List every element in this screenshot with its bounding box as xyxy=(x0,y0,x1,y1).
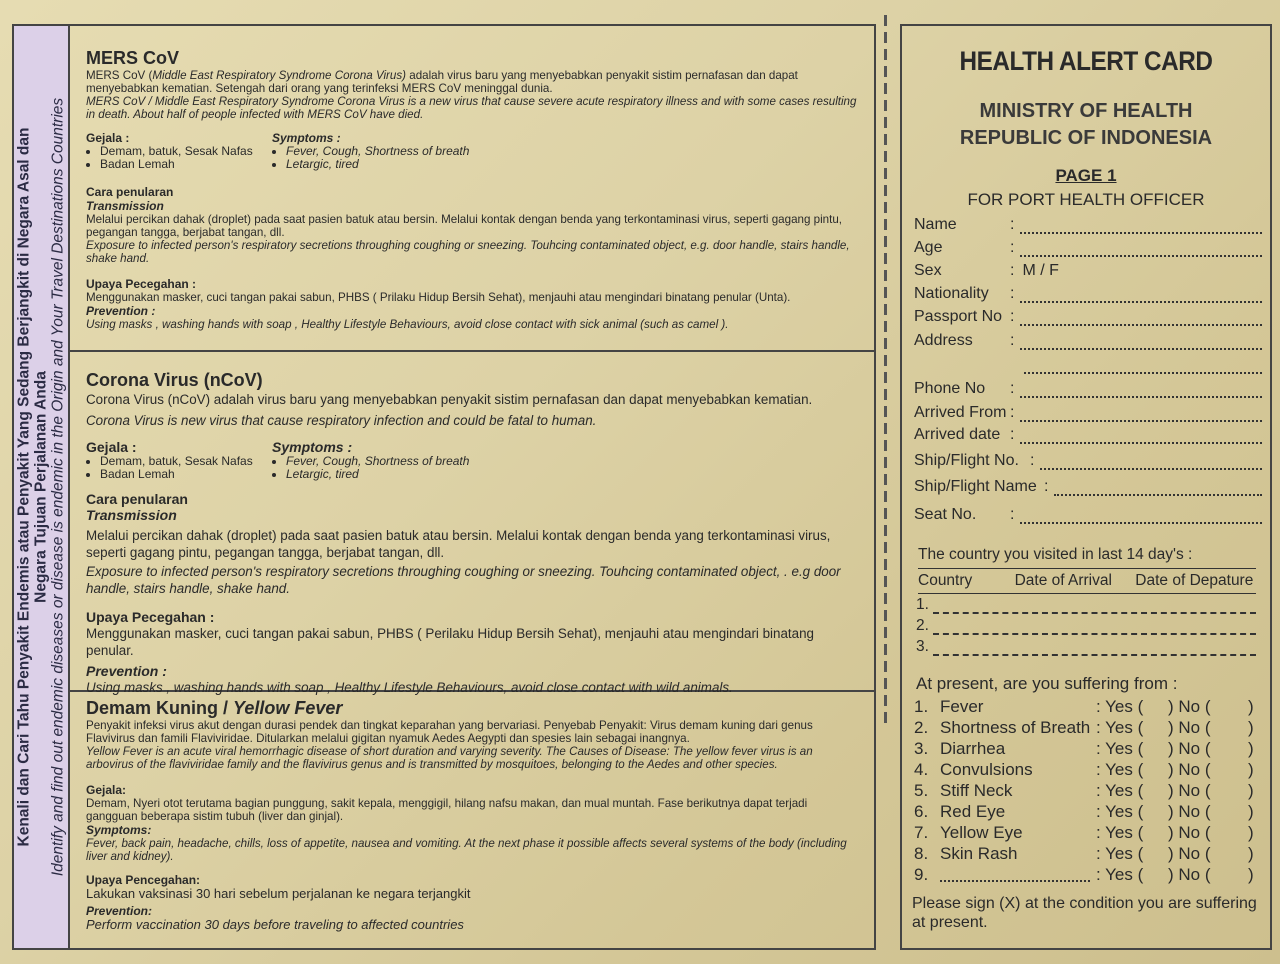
binding-hole xyxy=(884,627,887,638)
binding-hole xyxy=(884,202,887,213)
binding-hole xyxy=(884,185,887,196)
visited-table-header xyxy=(918,568,1256,594)
mers-section xyxy=(70,26,874,352)
yf-symptoms-text: Fever, back pain, headache, chills, loss of appetite, nausea and vomiting. At the next phase it possible affects several systems of the body (including liver and kidney). xyxy=(86,837,847,863)
binding-hole xyxy=(884,270,887,281)
ncov-cara-label: Cara penularan xyxy=(86,491,188,507)
symptom-name: Stiff Neck xyxy=(940,780,1013,800)
ncov-gejala-label: Gejala : xyxy=(86,439,137,455)
yellow-fever-section xyxy=(70,692,874,948)
no-checkbox[interactable]: ) No ( xyxy=(1168,717,1211,737)
visited-row[interactable]: 3. xyxy=(916,638,1256,656)
visited-label: The country you visited in last 14 day's : xyxy=(918,546,1193,563)
field-label: Age xyxy=(914,239,943,256)
yes-checkbox[interactable]: : Yes ( xyxy=(1096,759,1144,779)
symptom-row[interactable] xyxy=(914,864,1256,885)
yf-gejala-text: Demam, Nyeri otot terutama bagian punggung, sakit kepala, menggigil, hilang nafsu makan, dan mual muntah. Fase berikutnya dapat terjadi gangguan beberapa sistim tubuh (liver dan ginjal). xyxy=(86,797,808,823)
ncov-prev-label: Prevention : xyxy=(86,663,167,679)
symptom-name: Convulsions xyxy=(940,759,1033,779)
ncov-trans-text: Exposure to infected person's respiratory secretions throughing coughing or sneezing. Touhcing contaminated object, . e.g door handle, stairs handle, shake hand. xyxy=(86,564,841,596)
ministry-heading xyxy=(902,98,1270,152)
mers-cara-text: Melalui percikan dahak (droplet) pada saat pasien batuk atau bersin. Melalui kontak dengan benda yang terkontaminasi virus, seperti gagang pintu, pegangan tangga, berjabat tangan, dll. xyxy=(86,213,842,239)
ncov-title: Corona Virus (nCoV) xyxy=(86,370,263,390)
mers-gejala-label: Gejala : xyxy=(86,131,130,145)
field-label: Arrived date xyxy=(914,426,1001,443)
binding-hole xyxy=(884,423,887,434)
yf-en-desc: Yellow Fever is an acute viral hemorrhagic disease of short duration and varying severity. The Causes of Disease: The yellow fever virus is an arbovirus of the flaviviridae family and the flavivirus genus and is transmitted by mosquitoes, belonging to the Aedes and other species. xyxy=(86,745,813,771)
symptom-row[interactable] xyxy=(914,717,1256,738)
no-checkbox[interactable]: ) No ( xyxy=(1168,864,1211,884)
binding-hole xyxy=(884,542,887,553)
binding-hole xyxy=(884,253,887,264)
symptom-row[interactable] xyxy=(914,843,1256,864)
field-label: Passport No xyxy=(914,308,1003,325)
mers-prev-label: Prevention : xyxy=(86,304,156,318)
nationality-field[interactable]: Nationality : xyxy=(914,283,1262,303)
health-alert-form xyxy=(900,24,1272,950)
yes-checkbox[interactable]: : Yes ( xyxy=(1096,780,1144,800)
binding-hole xyxy=(884,610,887,621)
binding-hole xyxy=(884,15,887,26)
ncov-trans-label: Transmission xyxy=(86,507,177,523)
symptom-row[interactable] xyxy=(914,801,1256,822)
ncov-symptoms xyxy=(86,439,858,481)
close-paren: ) xyxy=(1248,717,1254,737)
binding-hole xyxy=(884,338,887,349)
col-header: Country xyxy=(918,572,973,589)
yes-checkbox[interactable]: : Yes ( xyxy=(1096,822,1144,842)
yf-symptoms-label: Symptoms: xyxy=(86,823,152,837)
symptom-number: 2. xyxy=(914,717,929,737)
symptom-row[interactable] xyxy=(914,780,1256,801)
yf-prev-text: Perform vaccination 30 days before traveling to affected countries xyxy=(86,917,464,932)
binding-hole xyxy=(884,287,887,298)
symptom-name: Fever xyxy=(940,696,984,716)
symptom-row[interactable] xyxy=(914,738,1256,759)
visited-row[interactable]: 2. xyxy=(916,617,1256,635)
binding-hole xyxy=(884,440,887,451)
list-item: • Demam, batuk, Sesak Nafas xyxy=(100,145,272,158)
field-label: Sex xyxy=(914,262,942,279)
close-paren: ) xyxy=(1248,696,1254,716)
binding-hole xyxy=(884,644,887,655)
for-officer-label: FOR PORT HEALTH OFFICER xyxy=(967,190,1205,209)
ncov-prev-text: Using masks , washing hands with soap , Healthy Lifestyle Behaviours, avoid close contact with wild animals. xyxy=(86,680,733,695)
mers-symptoms-label: Symptoms : xyxy=(272,131,341,145)
yes-checkbox[interactable]: : Yes ( xyxy=(1096,843,1144,863)
field-label: Phone No xyxy=(914,380,986,397)
binding-hole xyxy=(884,100,887,111)
mers-upaya-text: Menggunakan masker, cuci tangan pakai sabun, PHBS ( Prilaku Hidup Bersih Sehat), menjauhi atau mengindari binatang penular (Unta). xyxy=(86,291,791,304)
binding-hole xyxy=(884,83,887,94)
binding-hole xyxy=(884,321,887,332)
arrived-date-field[interactable]: Arrived date : xyxy=(914,424,1262,444)
symptom-name: Diarrhea xyxy=(940,738,1006,758)
list-item: • Fever, Cough, Shortness of breath xyxy=(286,145,858,158)
close-paren: ) xyxy=(1248,780,1254,800)
mers-prev-text: Using masks , washing hands with soap , Healthy Lifestyle Behaviours, avoid close contact with sick animal (such as camel ). xyxy=(86,318,729,331)
yes-checkbox[interactable]: : Yes ( xyxy=(1096,738,1144,758)
binding-hole xyxy=(884,491,887,502)
mers-trans-text: Exposure to infected person's respiratory secretions throughing coughing or sneezing. Touhcing contaminated object, e.g. door handle, stairs handle, shake hand. xyxy=(86,239,850,265)
ncov-upaya-text: Menggunakan masker, cuci tangan pakai sabun, PHBS ( Perilaku Hidup Bersih Sehat), menjauhi atau mengindari binatang penular. xyxy=(86,626,814,658)
yf-id-desc: Penyakit infeksi virus akut dengan durasi pendek dan tingkat keparahan yang bervariasi. Penyebab Penyakit: Virus demam kuning dari genus Flavivirus dan famili Flaviviridae. Ditularkan melalui gigitan nyamuk Aedes Aegypti dan spesies lain sebagai inangnya. xyxy=(86,719,813,745)
ncov-symptoms-list xyxy=(272,455,858,481)
no-checkbox[interactable]: ) No ( xyxy=(1168,801,1211,821)
binding-hole xyxy=(884,474,887,485)
yf-prev-label: Prevention: xyxy=(86,904,153,918)
close-paren: ) xyxy=(1248,738,1254,758)
seat-field[interactable]: Seat No. : xyxy=(914,504,1262,524)
binding-hole xyxy=(884,508,887,519)
sidebar-line-1: Kenali dan Cari Tahu Penyakit Endemis atau Penyakit Yang Sedang Berjangkit di Negara Asal dan xyxy=(15,127,33,847)
ncov-section xyxy=(70,352,874,695)
binding-hole xyxy=(884,457,887,468)
ncov-upaya-label: Upaya Pecegahan : xyxy=(86,609,215,625)
binding-hole xyxy=(884,559,887,570)
mers-id-desc: MERS CoV (Middle East Respiratory Syndrome Corona Virus) adalah virus baru yang menyebabkan penyakit sistim pernafasan dan dapat menyebabkan kematian. Setengah dari orang yang terinfeksi MERS CoV meninggal dunia. xyxy=(86,69,798,95)
binding-hole xyxy=(884,168,887,179)
close-paren: ) xyxy=(1248,843,1254,863)
ncov-en-desc: Corona Virus is new virus that cause respiratory infection and could be fatal to human. xyxy=(86,413,597,428)
yes-checkbox[interactable]: : Yes ( xyxy=(1096,717,1144,737)
binding-hole xyxy=(884,49,887,60)
arrived-from-field[interactable]: Arrived From : xyxy=(914,402,1262,422)
symptom-name: Yellow Eye xyxy=(940,822,1023,842)
no-checkbox[interactable]: ) No ( xyxy=(1168,843,1211,863)
binding-hole xyxy=(884,661,887,672)
symptom-number: 3. xyxy=(914,738,929,758)
symptom-other-blank[interactable] xyxy=(940,868,1090,882)
sign-instruction: Please sign (X) at the condition you are suffering at present. xyxy=(912,895,1257,931)
ncov-gejala-list xyxy=(86,455,272,481)
symptom-number: 6. xyxy=(914,801,929,821)
binding-hole xyxy=(884,219,887,230)
no-checkbox[interactable]: ) No ( xyxy=(1168,780,1211,800)
ncov-cara-text: Melalui percikan dahak (droplet) pada saat pasien batuk atau bersin. Melalui kontak dengan benda yang terkontaminasi virus, seperti gagang pintu, pegangan tangga, berjabat tangan, dll. xyxy=(86,528,831,560)
symptom-row[interactable] xyxy=(914,696,1256,717)
close-paren: ) xyxy=(1248,864,1254,884)
address-field-line-2[interactable] xyxy=(1018,354,1262,374)
yes-checkbox[interactable]: : Yes ( xyxy=(1096,801,1144,821)
yf-title: Demam Kuning / Yellow Fever xyxy=(86,698,343,718)
mers-trans-label: Transmission xyxy=(86,199,164,213)
binding-hole xyxy=(884,372,887,383)
binding-hole xyxy=(884,304,887,315)
address-field[interactable]: Address : xyxy=(914,330,1262,350)
field-label: Name xyxy=(914,216,957,233)
mers-gejala-list xyxy=(86,145,272,171)
col-header: Date of Arrival xyxy=(1014,572,1112,589)
list-item: • Demam, batuk, Sesak Nafas xyxy=(100,455,272,468)
card-title: HEALTH ALERT CARD xyxy=(959,46,1213,76)
binding-hole xyxy=(884,695,887,706)
binding-hole xyxy=(884,66,887,77)
symptom-row[interactable] xyxy=(914,759,1256,780)
symptom-number: 1. xyxy=(914,696,929,716)
col-header: Date of Depature xyxy=(1135,572,1254,589)
binding-hole xyxy=(884,576,887,587)
list-item: • Letargic, tired xyxy=(286,158,858,171)
passport-field[interactable]: Passport No : xyxy=(914,306,1262,326)
binding-hole xyxy=(884,678,887,689)
symptom-name: Red Eye xyxy=(940,801,1006,821)
sex-options: M / F xyxy=(1022,262,1059,279)
symptom-number: 8. xyxy=(914,843,929,863)
yf-gejala-label: Gejala: xyxy=(86,783,127,797)
close-paren: ) xyxy=(1248,759,1254,779)
age-field[interactable]: Age : xyxy=(914,237,1262,257)
vertical-sidebar xyxy=(14,26,70,948)
binding-hole xyxy=(884,406,887,417)
binding-hole xyxy=(884,236,887,247)
ministry-line-2: REPUBLIC OF INDONESIA xyxy=(959,127,1213,149)
yes-checkbox[interactable]: : Yes ( xyxy=(1096,696,1144,716)
list-item: • Letargic, tired xyxy=(286,468,858,481)
yf-upaya-text: Lakukan vaksinasi 30 hari sebelum perjalanan ke negara terjangkit xyxy=(86,886,471,901)
phone-field[interactable]: Phone No : xyxy=(914,378,1262,398)
name-field[interactable]: Name : xyxy=(914,214,1262,234)
sidebar-text xyxy=(16,37,67,937)
list-item: • Fever, Cough, Shortness of breath xyxy=(286,455,858,468)
no-checkbox[interactable]: ) No ( xyxy=(1168,822,1211,842)
binding-hole xyxy=(884,355,887,366)
symptom-name: Shortness of Breath xyxy=(940,717,1091,737)
field-label: Address xyxy=(914,332,973,349)
yf-upaya-label: Upaya Pencegahan: xyxy=(86,873,201,887)
field-label: Seat No. xyxy=(914,506,977,523)
field-label: Arrived From xyxy=(914,404,1007,421)
field-label: Ship/Flight Name xyxy=(914,478,1037,495)
close-paren: ) xyxy=(1248,801,1254,821)
ministry-line-1: MINISTRY OF HEALTH xyxy=(979,100,1193,122)
mers-cara-label: Cara penularan xyxy=(86,185,174,199)
binding-hole xyxy=(884,32,887,43)
page-label: PAGE 1 xyxy=(1055,166,1117,185)
symptom-row[interactable] xyxy=(914,822,1256,843)
sidebar-line-3: Identify and find out endemic diseases or disease is endemic in the Origin and Your Travel Destinations Countries xyxy=(49,97,67,877)
sidebar-line-2: Negara Tujuan Perjalanan Anda xyxy=(32,371,50,603)
close-paren: ) xyxy=(1248,822,1254,842)
list-item: • Badan Lemah xyxy=(100,468,272,481)
binding-hole xyxy=(884,151,887,162)
no-checkbox[interactable]: ) No ( xyxy=(1168,696,1211,716)
binding-hole xyxy=(884,134,887,145)
visited-row[interactable]: 1. xyxy=(916,596,1256,614)
field-label: Ship/Flight No. xyxy=(914,452,1019,469)
no-checkbox[interactable]: ) No ( xyxy=(1168,738,1211,758)
field-label: Nationality xyxy=(914,285,989,302)
binding-hole xyxy=(884,525,887,536)
list-item: • Badan Lemah xyxy=(100,158,272,171)
symptom-number: 5. xyxy=(914,780,929,800)
ncov-id-desc: Corona Virus (nCoV) adalah virus baru yang menyebabkan penyakit sistim pernafasan dan dapat menyebabkan kematian. xyxy=(86,392,813,407)
symptom-name: Skin Rash xyxy=(940,843,1018,863)
symptom-number: 7. xyxy=(914,822,929,842)
yes-checkbox[interactable]: : Yes ( xyxy=(1096,864,1144,884)
mers-en-desc: MERS CoV / Middle East Respiratory Syndrome Corona Virus is a new virus that cause severe acute respiratory illness and with some cases resulting in death. About half of people infected with MERS CoV have died. xyxy=(86,95,857,121)
symptom-number: 9. xyxy=(914,864,929,884)
mers-symptoms xyxy=(86,131,858,171)
symptom-number: 4. xyxy=(914,759,929,779)
mers-title: MERS CoV xyxy=(86,48,180,68)
mers-symptoms-list xyxy=(272,145,858,171)
disease-info-panel xyxy=(12,24,876,950)
present-question: At present, are you suffering from : xyxy=(916,674,1178,693)
binding-hole xyxy=(884,389,887,400)
binding-hole xyxy=(884,712,887,723)
binding-hole xyxy=(884,593,887,604)
perforation-binding xyxy=(878,10,892,950)
no-checkbox[interactable]: ) No ( xyxy=(1168,759,1211,779)
mers-upaya-label: Upaya Pecegahan : xyxy=(86,277,197,291)
sex-field[interactable]: Sex : M / F xyxy=(914,262,1059,279)
binding-hole xyxy=(884,117,887,128)
flight-no-field[interactable]: Ship/Flight No. : xyxy=(914,450,1262,470)
ncov-symptoms-label: Symptoms : xyxy=(272,439,353,455)
flight-name-field[interactable]: Ship/Flight Name : xyxy=(914,476,1262,496)
